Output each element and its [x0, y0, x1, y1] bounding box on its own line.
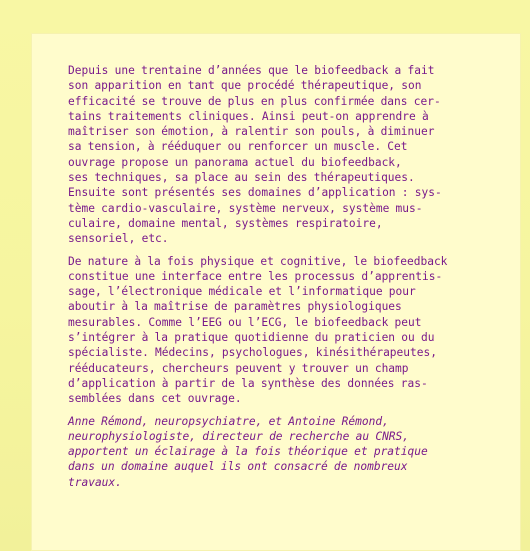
text-line: De nature à la fois physique et cognitive, le biofeedback [68, 254, 448, 268]
text-line: sage, l’électronique médicale et l’informatique pour [68, 285, 416, 299]
text-line: sensoriel, etc. [68, 232, 169, 246]
text-line: semblées dans cet ouvrage. [68, 392, 242, 406]
text-line: tème cardio-vasculaire, système nerveux, système mus- [68, 201, 423, 215]
text-line: travaux. [68, 475, 122, 489]
text-line: tains traitements cliniques. Ainsi peut-on apprendre à [68, 109, 429, 123]
text-line: apportent un éclairage à la fois théorique et pratique [68, 445, 428, 459]
text-line: dans un domaine auquel ils ont consacré de nombreux [68, 460, 408, 474]
text-line: mesurables. Comme l’EEG ou l’ECG, le biofeedback peut [68, 315, 422, 329]
text-line: culaire, domaine mental, systèmes respiratoire, [68, 216, 383, 230]
text-line: d’application à partir de la synthèse des données ras- [68, 376, 428, 390]
text-line: efficacité se trouve de plus en plus confirmée dans cer- [68, 94, 441, 108]
text-line: Depuis une trentaine d’années que le biofeedback a fait [68, 64, 435, 77]
back-cover-text [68, 63, 498, 490]
text-line: son apparition en tant que procédé thérapeutique, son [68, 79, 422, 93]
text-line: sa tension, à rééduquer ou renforcer un muscle. Cet [68, 140, 408, 154]
text-line: neurophysiologiste, directeur de recherche au CNRS, [68, 429, 410, 443]
text-line: maîtriser son émotion, à ralentir son pouls, à diminuer [68, 125, 435, 139]
text-line: rééducateurs, chercheurs peuvent y trouver un champ [68, 361, 409, 375]
text-line: s’intégrer à la pratique quotidienne du praticien ou du [68, 331, 435, 345]
text-line: ses techniques, sa place au sein des thérapeutiques. [68, 171, 415, 185]
paragraph-authors [68, 414, 498, 490]
text-line: ouvrage propose un panorama actuel du biofeedback, [68, 155, 402, 169]
paragraph-intro [68, 63, 498, 247]
text-line: spécialiste. Médecins, psychologues, kinésithérapeutes, [68, 346, 437, 360]
text-line: Anne Rémond, neuropsychiatre, et Antoine Rémond, [68, 414, 389, 428]
text-line: constitue une interface entre les processus d’apprentis- [68, 269, 443, 283]
text-line: Ensuite sont présentés ses domaines d’application : sys- [68, 186, 442, 200]
paragraph-description [68, 254, 498, 407]
text-line: aboutir à la maîtrise de paramètres physiologiques [68, 300, 402, 314]
text-panel [31, 33, 521, 551]
